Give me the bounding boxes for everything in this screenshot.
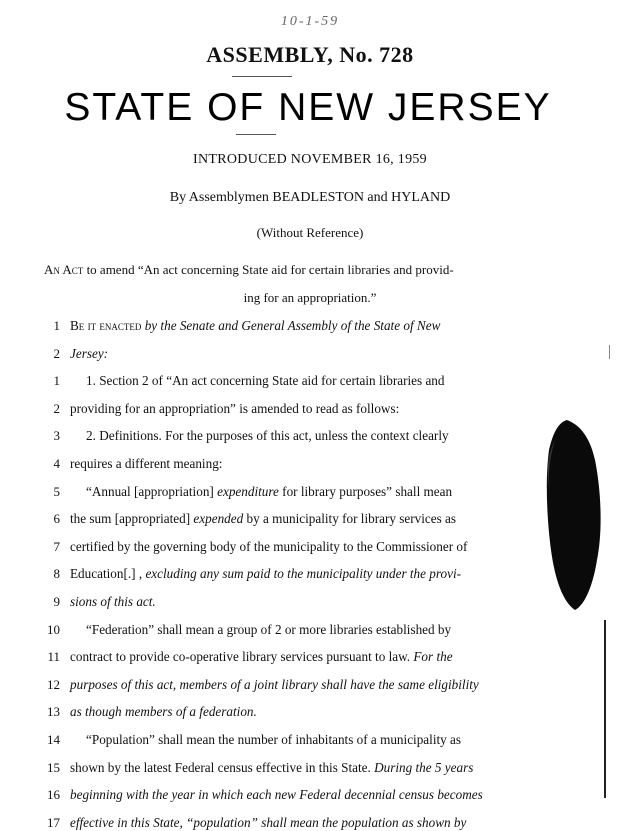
bill-text-line <box>70 649 453 665</box>
text-segment: contract to provide co-operative library services pursuant to law. <box>70 649 414 665</box>
text-segment: as though members of a federation. <box>70 704 257 720</box>
line-number: 5 <box>53 483 60 499</box>
bill-text-line <box>70 704 257 720</box>
bill-text-line <box>70 815 466 831</box>
bill-text-line <box>70 594 156 610</box>
line-number: 4 <box>53 456 60 471</box>
bill-text-line <box>70 318 440 334</box>
bill-text-line <box>70 787 483 803</box>
bill-text-line <box>70 511 456 527</box>
bill-text-line <box>86 622 451 638</box>
line-number: 16 <box>47 787 60 803</box>
text-segment: sions of this act. <box>70 594 156 609</box>
text-segment: “Population” shall mean the number of inhabitants of a municipality as <box>86 732 462 747</box>
margin-mark <box>609 345 610 359</box>
text-segment: by the Senate and General Assembly of the State of New <box>144 318 441 333</box>
line-number: 6 <box>53 511 60 527</box>
text-segment: “Annual [appropriation] <box>86 483 218 499</box>
act-prefix: An Act <box>44 262 84 277</box>
ink-blot-redaction <box>545 420 603 610</box>
margin-binding-line <box>604 620 606 798</box>
bill-text-line <box>70 401 399 417</box>
reference-note: (Without Reference) <box>256 225 364 240</box>
line-number: 3 <box>53 428 60 444</box>
text-segment: Jersey: <box>70 345 109 361</box>
text-segment: Education[.] , <box>70 566 146 582</box>
text-segment: purposes of this act, members of a joint library shall have the same eligibility <box>70 676 479 692</box>
text-segment: 2. Definitions. For the purposes of this act, unless the context clearly <box>86 428 449 444</box>
act-title-text-1: to amend “An act concerning State aid for certain libraries and provid- <box>86 262 454 277</box>
text-segment: by a municipality for library services as <box>243 511 456 527</box>
act-title-line-1 <box>44 262 454 278</box>
text-segment: excluding any sum paid to the municipality under the provi- <box>145 566 462 582</box>
bill-text-line <box>70 566 461 582</box>
text-segment: effective in this State, “population” shall mean the population as shown by <box>70 814 467 830</box>
bill-text-line <box>86 484 452 500</box>
text-segment: providing for an appropriation” is amended to read as follows: <box>70 400 400 416</box>
line-number: 14 <box>47 732 60 747</box>
bill-text-line <box>86 428 449 444</box>
ornament-rule-bottom <box>236 134 276 135</box>
line-number: 8 <box>53 566 60 582</box>
handwritten-date-note: 10-1-59 <box>280 14 340 29</box>
line-number: 9 <box>53 594 60 609</box>
line-number: 2 <box>53 345 60 361</box>
text-segment: requires a different meaning: <box>70 456 223 471</box>
text-segment: the sum [appropriated] <box>70 511 194 527</box>
text-segment: for library purposes” shall mean <box>278 483 453 499</box>
line-number: 15 <box>47 759 60 775</box>
text-segment: 1. Section 2 of “An act concerning State aid for certain libraries and <box>86 373 445 389</box>
line-number: 1 <box>53 318 60 333</box>
text-segment: Be it enacted <box>70 318 145 333</box>
text-segment: “Federation” shall mean a group of 2 or more libraries established by <box>86 621 452 637</box>
bill-text-line <box>70 760 473 776</box>
bill-text-line <box>86 373 445 389</box>
state-title: STATE OF NEW JERSEY <box>64 86 552 129</box>
line-number: 17 <box>47 814 60 830</box>
line-number: 7 <box>53 538 60 554</box>
line-number: 1 <box>53 373 60 389</box>
line-number: 10 <box>47 621 60 637</box>
text-segment: During the 5 years <box>374 759 474 775</box>
bill-text-line <box>70 539 467 555</box>
text-segment: expended <box>193 511 244 527</box>
text-segment: beginning with the year in which each new Federal decennial census becomes <box>70 787 483 803</box>
bill-text-line <box>70 456 222 472</box>
sponsors-line: By Assemblymen BEADLESTON and HYLAND <box>169 190 451 205</box>
text-segment: expenditure <box>217 483 279 499</box>
introduced-date: INTRODUCED NOVEMBER 16, 1959 <box>193 152 427 167</box>
bill-number-heading: ASSEMBLY, No. 728 <box>206 42 414 67</box>
bill-text-line <box>70 346 108 362</box>
line-number: 11 <box>47 649 60 665</box>
bill-text-line <box>86 732 461 748</box>
bill-text-line <box>70 677 479 693</box>
act-title-line-2: ing for an appropriation.” <box>243 290 377 305</box>
text-segment: For the <box>413 649 453 665</box>
text-segment: shown by the latest Federal census effective in this State. <box>70 759 375 775</box>
line-number: 2 <box>53 400 60 416</box>
line-number: 13 <box>47 704 60 720</box>
ornament-rule-top <box>232 76 292 77</box>
text-segment: certified by the governing body of the municipality to the Commissioner of <box>70 538 468 554</box>
line-number: 12 <box>47 676 60 692</box>
